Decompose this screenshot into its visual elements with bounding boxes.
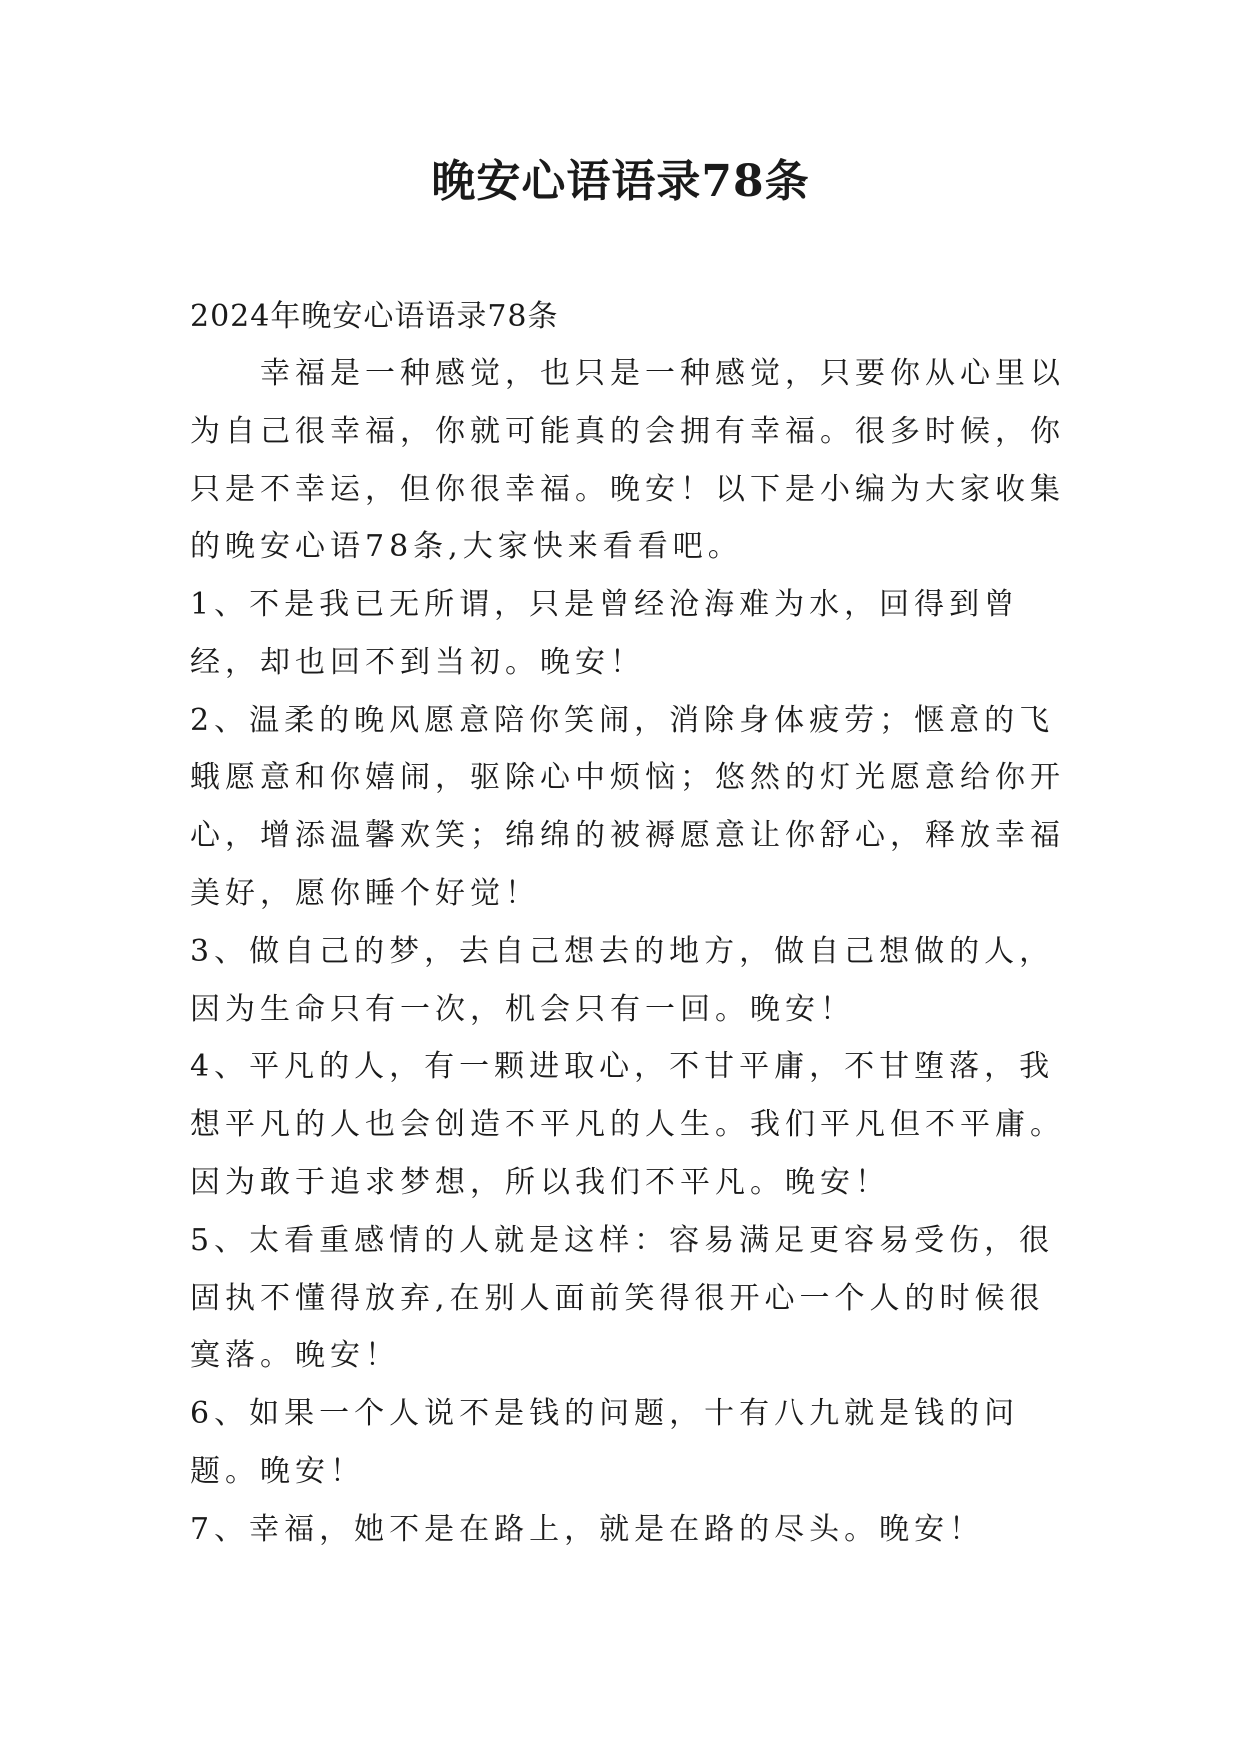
quote-list — [190, 576, 1070, 1559]
quote-item-2: 2、温柔的晚风愿意陪你笑闹，消除身体疲劳；惬意的飞蛾愿意和你嬉闹，驱除心中烦恼；悠然的灯光愿意给你开心，增添温馨欢笑；绵绵的被褥愿意让你舒心，释放幸福美好，愿你睡个好觉！ — [190, 702, 1065, 911]
document-subtitle: 2024年晚安心语语录78条 — [190, 299, 559, 334]
quote-item-6: 6、如果一个人说不是钱的问题，十有八九就是钱的问题。晚安！ — [190, 1396, 1020, 1489]
quote-item-7: 7、幸福，她不是在路上，就是在路的尽头。晚安！ — [190, 1511, 985, 1547]
quote-item-1: 1、不是我已无所谓，只是曾经沧海难为水，回得到曾经，却也回不到当初。晚安！ — [190, 587, 1020, 680]
quote-item-5: 5、太看重感情的人就是这样：容易满足更容易受伤，很固执不懂得放弃,在别人面前笑得很开心一个人的时候很寞落。晚安！ — [190, 1222, 1055, 1374]
intro-paragraph: 幸福是一种感觉，也只是一种感觉，只要你从心里以为自己很幸福，你就可能真的会拥有幸福。很多时候，你只是不幸运，但你很幸福。晚安！以下是小编为大家收集的晚安心语78条,大家快来看看吧。 — [190, 356, 1065, 565]
quote-item-3: 3、做自己的梦，去自己想去的地方，做自己想做的人，因为生命只有一次，机会只有一回。晚安！ — [190, 933, 1055, 1027]
document-title: 晚安心语语录78条 — [431, 156, 810, 207]
quote-item-4: 4、平凡的人，有一颗进取心，不甘平庸，不甘堕落，我想平凡的人也会创造不平凡的人生。我们平凡但不平庸。因为敢于追求梦想，所以我们不平凡。晚安！ — [190, 1049, 1065, 1200]
